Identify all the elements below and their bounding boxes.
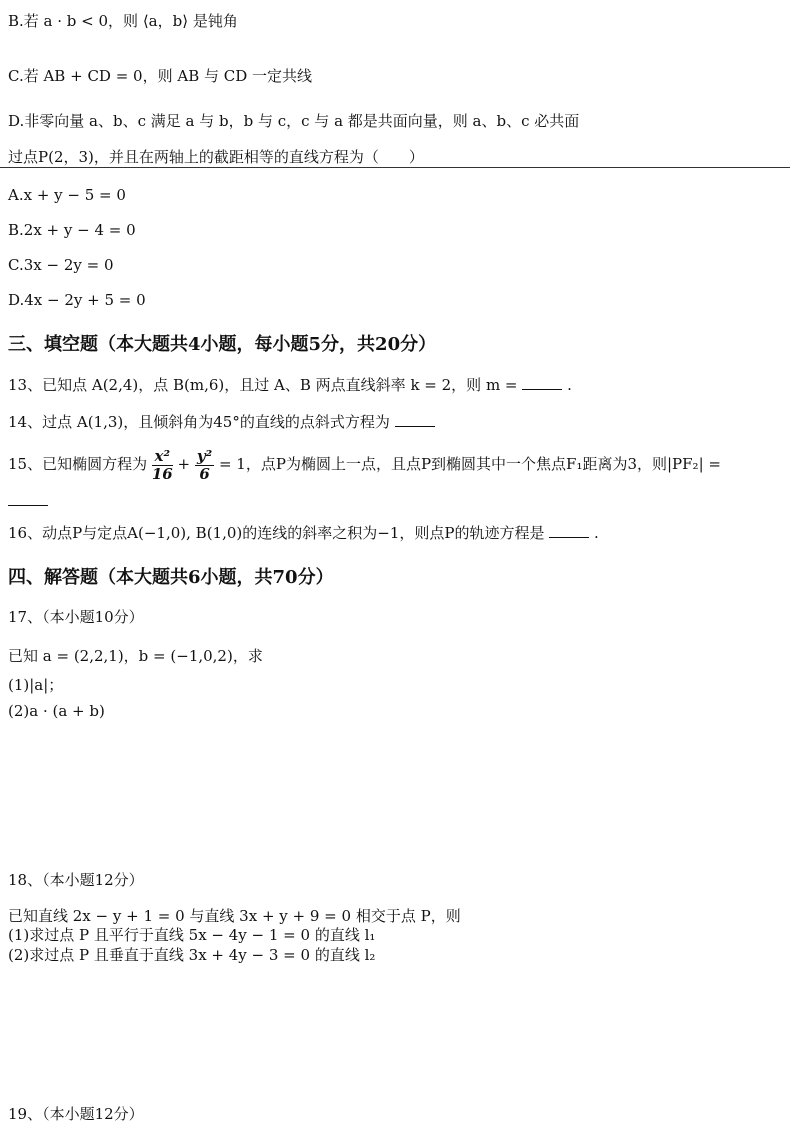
answer-blank (395, 411, 435, 427)
fraction-numerator: x² (152, 448, 173, 466)
question-15-prefix: 15、已知椭圆方程为 (8, 455, 148, 473)
fraction-y-squared (195, 448, 214, 482)
answer-blank (8, 490, 48, 506)
divider (0, 167, 790, 168)
question-18-head: 18、（本小题12分） (8, 871, 144, 889)
option-d: D.4x − 2y + 5 = 0 (8, 291, 146, 309)
question-18-given: 已知直线 2x − y + 1 = 0 与直线 3x + y + 9 = 0 相交于点 P，则 (8, 907, 461, 925)
section-4-title: 四、解答题（本大题共6小题，共70分） (8, 567, 334, 588)
option-b: B.2x + y − 4 = 0 (8, 221, 136, 239)
question-16-text: 16、动点P与定点A(−1,0), B(1,0)的连线的斜率之积为−1，则点P的轨迹方程是 (8, 524, 545, 542)
choice-c: C.若 AB + CD = 0，则 AB 与 CD 一定共线 (8, 67, 313, 85)
question-16: 16、动点P与定点A(−1,0), B(1,0)的连线的斜率之积为−1，则点P的轨迹方程是 . (8, 524, 599, 542)
option-c: C.3x − 2y = 0 (8, 256, 114, 274)
fraction-x-squared (152, 448, 173, 482)
question-15-suffix: = 1，点P为椭圆上一点，且点P到椭圆其中一个焦点F₁距离为3，则|PF₂| = (218, 455, 721, 473)
question-17-part2: (2)a · (a + b) (8, 702, 105, 720)
question-17-part1: (1)|a|； (8, 676, 64, 694)
question-18-part2: (2)求过点 P 且垂直于直线 3x + 4y − 3 = 0 的直线 l₂ (8, 946, 376, 964)
question-17-head: 17、（本小题10分） (8, 608, 144, 626)
plus-sign: + (177, 455, 191, 473)
question-19-head: 19、（本小题12分） (8, 1105, 144, 1123)
question-14 (8, 411, 435, 432)
fraction-denominator: 16 (151, 464, 173, 483)
question-15 (8, 448, 721, 482)
answer-blank (522, 374, 562, 390)
question-14-text: 14、过点 A(1,3)，且倾斜角为45°的直线的点斜式方程为 (8, 413, 390, 431)
question-13-text: 13、已知点 A(2,4)，点 B(m,6)，且过 A、B 两点直线斜率 k = 2，则 m = (8, 376, 518, 394)
fraction-denominator: 6 (199, 464, 210, 483)
option-a: A.x + y − 5 = 0 (8, 186, 126, 204)
answer-blank (549, 522, 589, 538)
question-13: 13、已知点 A(2,4)，点 B(m,6)，且过 A、B 两点直线斜率 k = 2，则 m = . (8, 376, 572, 394)
question-18-part1: (1)求过点 P 且平行于直线 5x − 4y − 1 = 0 的直线 l₁ (8, 926, 376, 944)
fraction-numerator: y² (196, 447, 213, 465)
question-17-given: 已知 a = (2,2,1)，b = (−1,0,2)，求 (8, 647, 263, 665)
question-intercept: 过点P(2，3)，并且在两轴上的截距相等的直线方程为（ ） (8, 148, 424, 166)
choice-b: B.若 a · b < 0，则 ⟨a，b⟩ 是钝角 (8, 12, 238, 30)
choice-d: D.非零向量 a、b、c 满足 a 与 b，b 与 c，c 与 a 都是共面向量，则 a、b、c 必共面 (8, 112, 580, 130)
answer-blank-15 (8, 490, 48, 510)
section-3-title: 三、填空题（本大题共4小题，每小题5分，共20分） (8, 334, 437, 355)
